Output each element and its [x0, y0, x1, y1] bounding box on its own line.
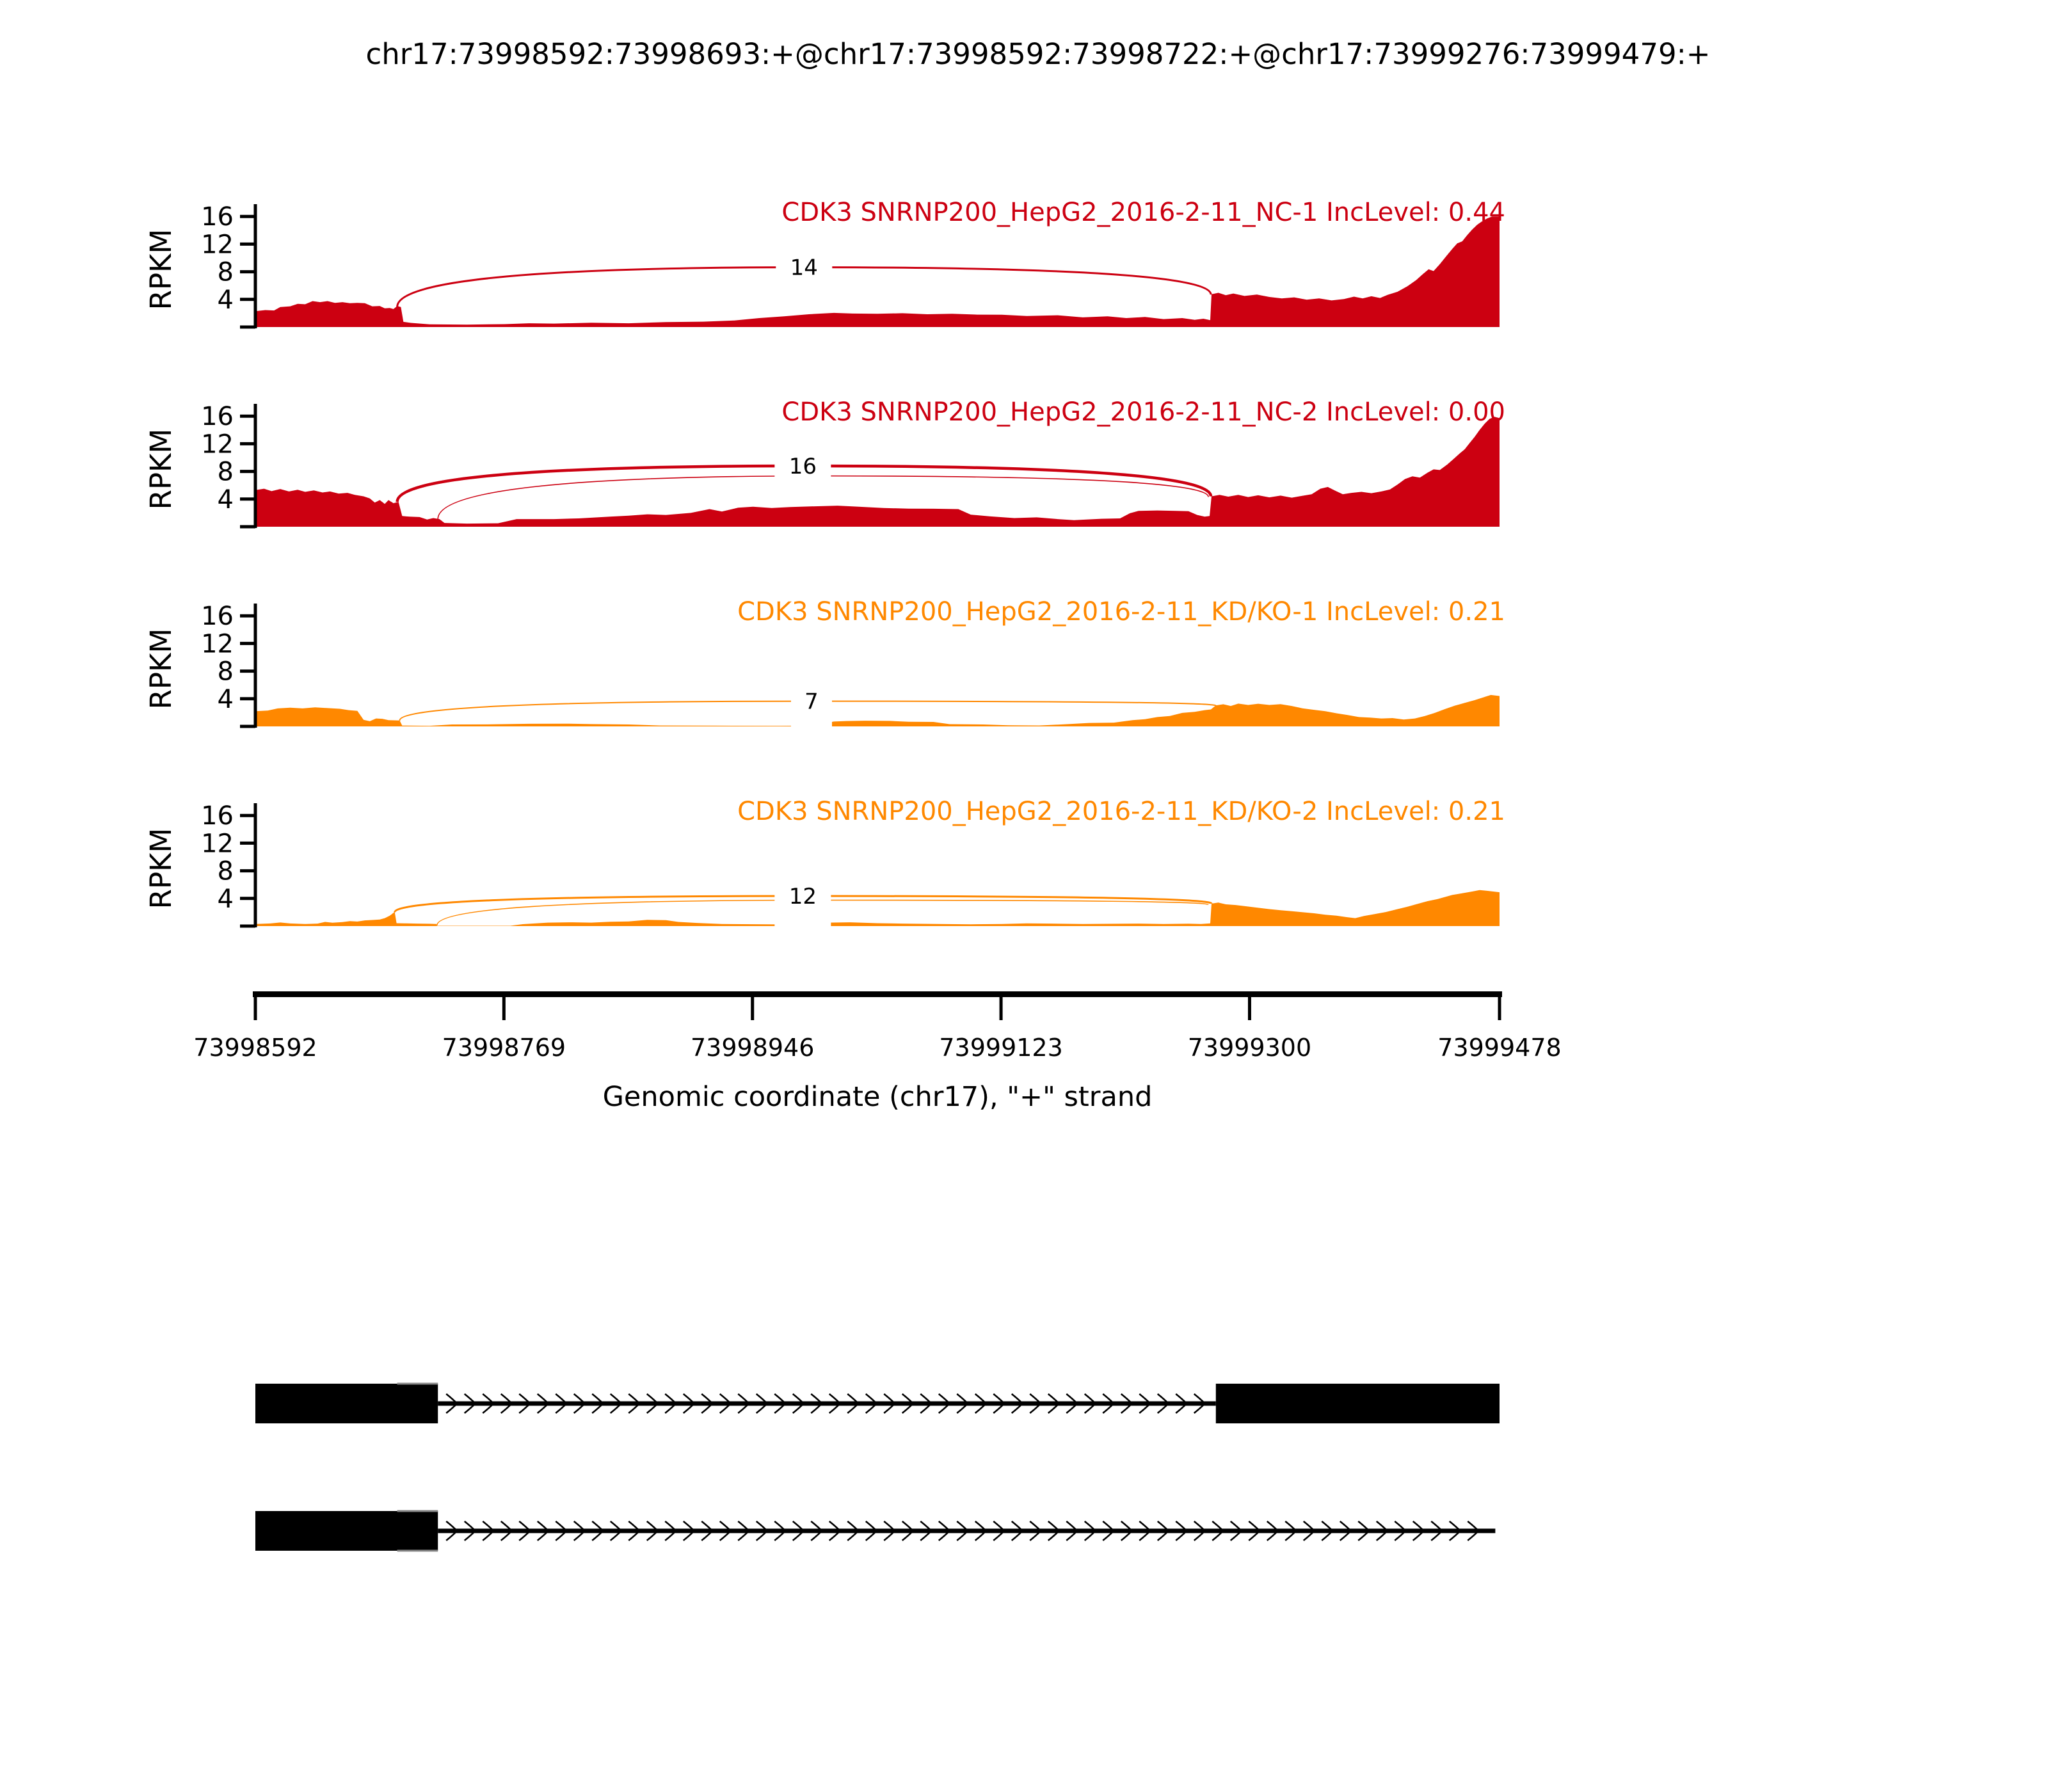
y-tick-label: 16: [201, 402, 234, 432]
track-nc-2: [144, 397, 1505, 528]
coverage-area-nc-1: [255, 216, 1500, 327]
x-tick-label: 73999478: [1437, 1034, 1562, 1062]
x-axis-title: Genomic coordinate (chr17), "+" strand: [602, 1081, 1153, 1113]
y-axis-title: RPKM: [144, 828, 178, 909]
junction-count-label: 12: [788, 884, 817, 910]
y-tick-label: 12: [201, 829, 234, 859]
track-kd-ko-2: [144, 797, 1505, 927]
y-tick-label: 4: [217, 684, 234, 714]
x-axis-bar: [253, 991, 1502, 997]
x-tick-label: 73999123: [939, 1034, 1063, 1062]
x-tick-label: 73998946: [691, 1034, 815, 1062]
y-tick-label: 4: [217, 884, 234, 914]
x-tick-label: 73998592: [193, 1034, 317, 1062]
y-axis-title: RPKM: [144, 628, 178, 710]
y-tick-label: 8: [217, 657, 234, 687]
y-tick-label: 16: [201, 801, 234, 831]
y-tick-label: 8: [217, 856, 234, 886]
junction-count-label: 16: [788, 453, 817, 479]
junction-count-label: 14: [790, 255, 818, 281]
y-tick-label: 16: [201, 602, 234, 632]
x-axis: [193, 991, 1561, 1113]
x-tick-label: 73999300: [1187, 1034, 1312, 1062]
y-tick-label: 8: [217, 457, 234, 487]
y-tick-label: 8: [217, 257, 234, 287]
transcript-isoform-2: [255, 1511, 1495, 1551]
x-tick-label: 73998769: [442, 1034, 566, 1062]
junction-count-label: 7: [804, 689, 819, 715]
track-label-kd-ko-1: CDK3 SNRNP200_HepG2_2016-2-11_KD/KO-1 IncLevel: 0.21: [737, 597, 1505, 627]
exon-box: [255, 1511, 438, 1551]
track-label-kd-ko-2: CDK3 SNRNP200_HepG2_2016-2-11_KD/KO-2 IncLevel: 0.21: [737, 797, 1505, 826]
y-tick-label: 12: [201, 429, 234, 460]
y-tick-label: 4: [217, 285, 234, 315]
track-nc-1: [144, 198, 1505, 328]
transcript-isoform-1: [255, 1384, 1500, 1423]
track-label-nc-1: CDK3 SNRNP200_HepG2_2016-2-11_NC-1 IncLevel: 0.44: [781, 198, 1505, 227]
track-label-nc-2: CDK3 SNRNP200_HepG2_2016-2-11_NC-2 IncLevel: 0.00: [781, 397, 1505, 427]
y-axis-title: RPKM: [144, 428, 178, 510]
y-tick-label: 12: [201, 629, 234, 659]
y-tick-label: 4: [217, 484, 234, 515]
track-kd-ko-1: [144, 597, 1505, 728]
exon-box: [255, 1384, 438, 1423]
y-axis-title: RPKM: [144, 228, 178, 310]
figure-title: chr17:73998592:73998693:+@chr17:73998592:73998722:+@chr17:73999276:73999479:+: [365, 37, 1711, 71]
exon-box: [1216, 1384, 1500, 1423]
y-tick-label: 12: [201, 230, 234, 260]
coverage-area-kd-ko-1: [255, 695, 1500, 726]
y-tick-label: 16: [201, 202, 234, 232]
